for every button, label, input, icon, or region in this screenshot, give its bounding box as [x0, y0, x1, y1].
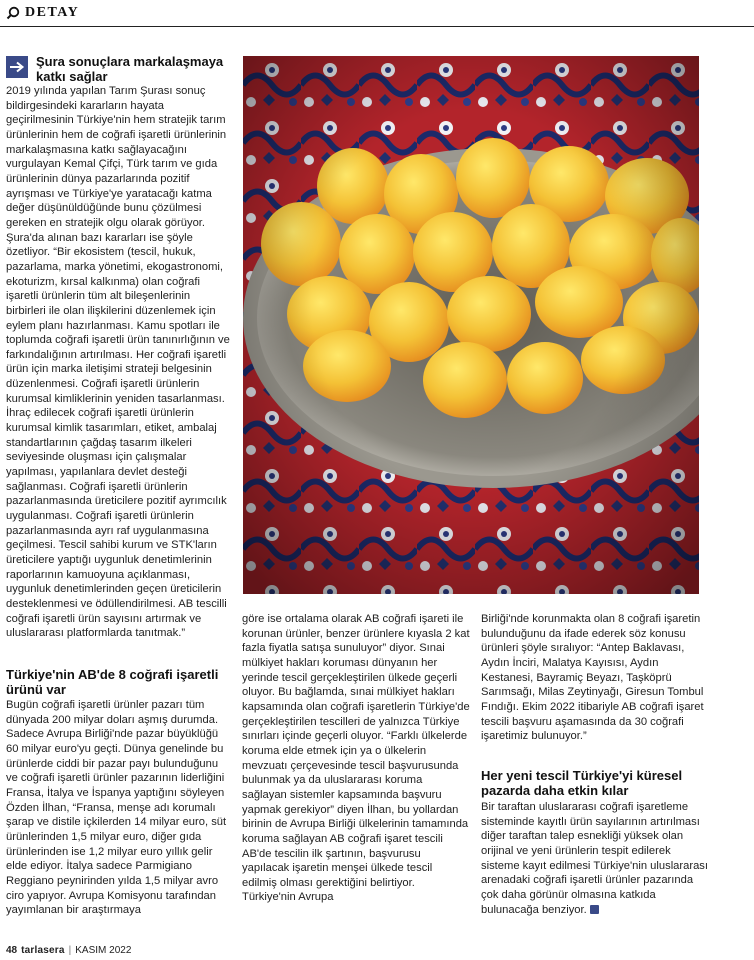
paragraph-pazar: Bugün coğrafi işaretli ürünler pazarı tüm dünyada 200 milyar doları aşmış durumda. Sadece Avrupa Birliği'nde pazar büyüklüğü 60 milyar euro'yu geçti. Dünya genelinde bu ürünlerde ciddi bir pazar payı bulunduğunu ve coğrafi işaretli ürünler pazarının liderliğini Fransa, İtalya ve İspanya yaptığını söyleyen Özden İlhan, “Fransa, menşe adı korumalı şarap ve distile içkilerden 14 milyar euro, süt ürünlerinden 1,5 milyar euro, diğer gıda ürünlerinden ise 1,2 milyar euro yıllık gelir elde ediyor. İtalya sadece Parmigiano Reggiano peynirinden yılda 1,5 milyar avro ciro yapıyor. Avrupa Komisyonu tarafından yayımlanan bir araştırmaya — [6, 699, 227, 917]
footer-separator: | — [68, 945, 72, 956]
paragraph-urun-listesi: Birliği'nde korunmakta olan 8 coğrafi işaretin bulunduğunu da ifade ederek söz konusu ürünleri şöyle sıralıyor: “Antep Baklavası, Aydın İnciri, Malatya Kayısısı, Aydın Kestanesi, Bayramiç Beyazı, Taşköprü Sarımsağı, Milas Zeytinyağı, Giresun Tombul Fındığı. Ekim 2022 itibariyle AB coğrafi işaret tescili başvuru aşamasında da 30 coğrafi işaretimiz bulunuyor.” — [481, 613, 704, 743]
page-number: 48 — [6, 945, 18, 956]
arrow-right-icon — [6, 56, 28, 78]
apricot-bowl-photo — [243, 56, 699, 594]
heading-ab-8-urun: Türkiye'nin AB'de 8 coğrafi işaretli ürünü var — [6, 667, 219, 697]
section-header — [6, 4, 79, 22]
heading-markalasma: Şura sonuçlara markalaşmaya katkı sağlar — [36, 54, 224, 84]
paragraph-sonuc — [481, 800, 711, 917]
paragraph-sinai-mulkiyet: göre ise ortalama olarak AB coğrafi işareti ile korunan ürünler, benzer ürünlere kıyasla 2 kat fazla fiyatla satışa sunuluyor” diyor. Sınai mülkiyet hakları koruması dünyanın her yerinde tescil gerçekleştirilen ülkede geçerli oluyor. Bu bağlamda, sınai mülkiyet hakları kapsamında olan coğrafi işaretlerin Türkiye'de gerçekleştirilen tescilleri de yalnızca Türkiye sınırları içinde geçerli oluyor. “Farklı ülkelerde koruma elde etmek için ya o ülkelerin mevzuatı çerçevesinde tescil başvurusunda bulunmak ya da uluslararası koruma sağlayan sistemler kapsamında başvuru yapmak gerekiyor” diyen İlhan, bu yollardan birinin de Avrupa Birliği ülkelerinin tamamında koruma sağlayan AB coğrafi işaret tescili AB'de tescilin ilk şartının, başvurusu yapılacak işaretin menşei ülkede tescil edilmiş olması gerektiğini belirtiyor. Türkiye'nin Avrupa — [242, 613, 470, 904]
header-divider — [0, 26, 754, 27]
magazine-name: tarlasera — [21, 945, 65, 956]
paragraph-sura: 2019 yılında yapılan Tarım Şurası sonuç bildirgesindeki kararların hayata geçirilmesinin Türkiye'nin hem stratejik tarım ürünlerinin hem de coğrafi işaretli ürünlerinin markalaşmasına katkı sağlayacağını vurgulayan Kemal Çifçi, Türk tarım ve gıda ürünlerinin dünya pazarlarında pozitif ayrışması ve Türkiye'ye yaratacağı katma değer düşünüldüğünde bunu çözülmesi gereken en stratejik olgu olarak görüyor. Şura'da alınan bazı kararları ise şöyle özetliyor. “Bir ekosistem (tescil, hukuk, pazarlama, marka yönetimi, ekogastronomi, ekoturizm, kırsal kalkınma) olan coğrafi işaretli ürünlerin tüm alt bileşenlerinin birbirleri ile olan ilişkilerini düzenlemek için eylem planı hazırlanması. Kamu spotları ile toplumda coğrafi işaretli ürün tanınırlığının ve farkındalığının artırılması. Her coğrafi işaretli ürün için marka iletişimi strateji belgesinin düzenlenmesi. Coğrafi işaretli ürünlerin kurumsal kimliklerinin yeniden tasarlanması. İhraç edilecek coğrafi işaretli ürünlerin kurumsal kimlik tasarımları, etiket, ambalaj standartlarının çağdaş tasarım ilkeleri seviyesinde oluşması için çalışmalar yapılması, yapılanlara devlet desteği sağlanması. Coğrafi işaretli ürünlerin pazarlanmasında üreticilere pozitif ayrımcılık uygulanması. Coğrafi işaretli ürünlerin pazarlanmasında ayrı raf uygulanmasına geçilmesi. Tescil sahibi kurum ve STK'ların üreticilere yaptığı uygunluk denetimlerinin raporlarının kamuoyuna açıklanması, uygunluk denetimlerinden geçen üreticilerin desteklenmesi ve ödüllendirilmesi. AB tescilli coğrafi işaretli ürün sayısını artırmak ve uluslararası platformlarda tanıtmak.” — [6, 85, 230, 640]
section-title: DETAY — [25, 5, 80, 20]
search-icon — [6, 6, 20, 20]
heading-yeni-tescil: Her yeni tescil Türkiye'yi küresel pazarda daha etkin kılar — [481, 768, 683, 798]
issue-date: KASIM 2022 — [75, 945, 132, 956]
end-of-article-icon — [590, 905, 599, 914]
page-footer — [6, 945, 131, 956]
paragraph-sonuc-text: Bir taraftan uluslararası coğrafi işaretleme sisteminde kayıtlı ürün sayılarının artırılması diğer taraftan talep esnekliği yüksek olan orijinal ve yeni ürünlerin tespit edilerek sisteme kayıt edilmesi Türkiye'nin uluslararası arenadaki coğrafi işaretli ürünler pazarında çok daha görünür olmasına katkıda bulunacağa benziyor. — [481, 801, 709, 916]
